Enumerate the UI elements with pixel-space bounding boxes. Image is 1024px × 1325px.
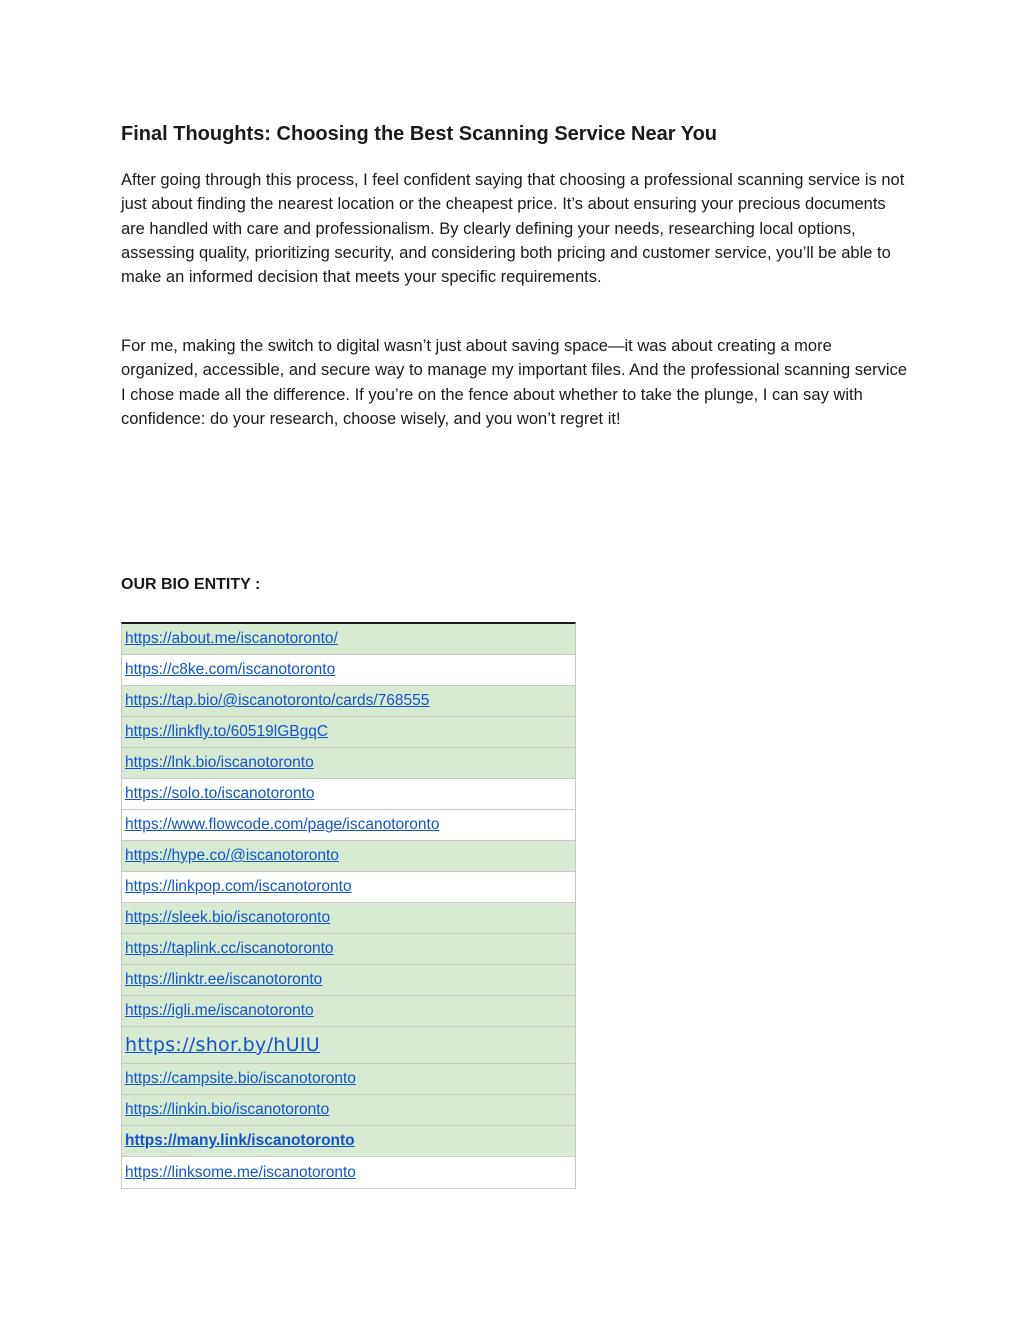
table-row <box>122 903 575 934</box>
bio-link[interactable]: https://hype.co/@iscanotoronto <box>125 847 339 864</box>
table-row <box>122 1027 575 1064</box>
table-row <box>122 686 575 717</box>
bio-link[interactable]: https://tap.bio/@iscanotoronto/cards/768555 <box>125 692 430 709</box>
table-row <box>122 1126 575 1157</box>
bio-link[interactable]: https://lnk.bio/iscanotoronto <box>125 754 314 771</box>
bio-link[interactable]: https://about.me/iscanotoronto/ <box>125 630 338 647</box>
table-row <box>122 1157 575 1188</box>
paragraph-1: After going through this process, I feel confident saying that choosing a professional scanning service is not just about finding the nearest location or the cheapest price. It’s about ensuring your precious documents are handled with care and professionalism. By clearly defining your needs, researching local options, assessing quality, prioritizing security, and considering both pricing and customer service, you’ll be able to make an informed decision that meets your specific requirements. <box>121 171 905 287</box>
table-row <box>122 779 575 810</box>
bio-link[interactable]: https://shor.by/hUIU <box>125 1034 320 1056</box>
page-title: Final Thoughts: Choosing the Best Scanning Service Near You <box>121 123 718 145</box>
bio-link[interactable]: https://igli.me/iscanotoronto <box>125 1002 314 1019</box>
bio-links-table <box>121 622 576 1189</box>
bio-link[interactable]: https://linkin.bio/iscanotoronto <box>125 1101 330 1118</box>
table-row <box>122 624 575 655</box>
table-row <box>122 748 575 779</box>
bio-link[interactable]: https://taplink.cc/iscanotoronto <box>125 940 334 957</box>
table-row <box>122 872 575 903</box>
bio-link[interactable]: https://linkfly.to/60519lGBgqC <box>125 723 329 740</box>
table-row <box>122 717 575 748</box>
table-row <box>122 934 575 965</box>
bio-link[interactable]: https://linksome.me/iscanotoronto <box>125 1163 356 1181</box>
table-row <box>122 810 575 841</box>
bio-link[interactable]: https://solo.to/iscanotoronto <box>125 785 315 802</box>
bio-link[interactable]: https://sleek.bio/iscanotoronto <box>125 909 331 926</box>
bio-link[interactable]: https://linkpop.com/iscanotoronto <box>125 878 352 895</box>
bio-link[interactable]: https://www.flowcode.com/page/iscanotoronto <box>125 816 440 833</box>
bio-link[interactable]: https://linktr.ee/iscanotoronto <box>125 971 323 988</box>
table-row <box>122 1095 575 1126</box>
table-row <box>122 655 575 686</box>
bio-link[interactable]: https://campsite.bio/iscanotoronto <box>125 1070 356 1087</box>
bio-link[interactable]: https://many.link/iscanotoronto <box>125 1132 355 1149</box>
table-row <box>122 1064 575 1095</box>
bio-link[interactable]: https://c8ke.com/iscanotoronto <box>125 661 336 678</box>
table-row <box>122 996 575 1027</box>
bio-entity-heading: OUR BIO ENTITY : <box>121 576 261 593</box>
table-row <box>122 965 575 996</box>
table-row <box>122 841 575 872</box>
paragraph-2: For me, making the switch to digital wasn’t just about saving space—it was about creating a more organized, accessible, and secure way to manage my important files. And the professional scanning service I chose made all the difference. If you’re on the fence about whether to take the plunge, I can say with confidence: do your research, choose wisely, and you won’t regret it! <box>121 337 908 428</box>
